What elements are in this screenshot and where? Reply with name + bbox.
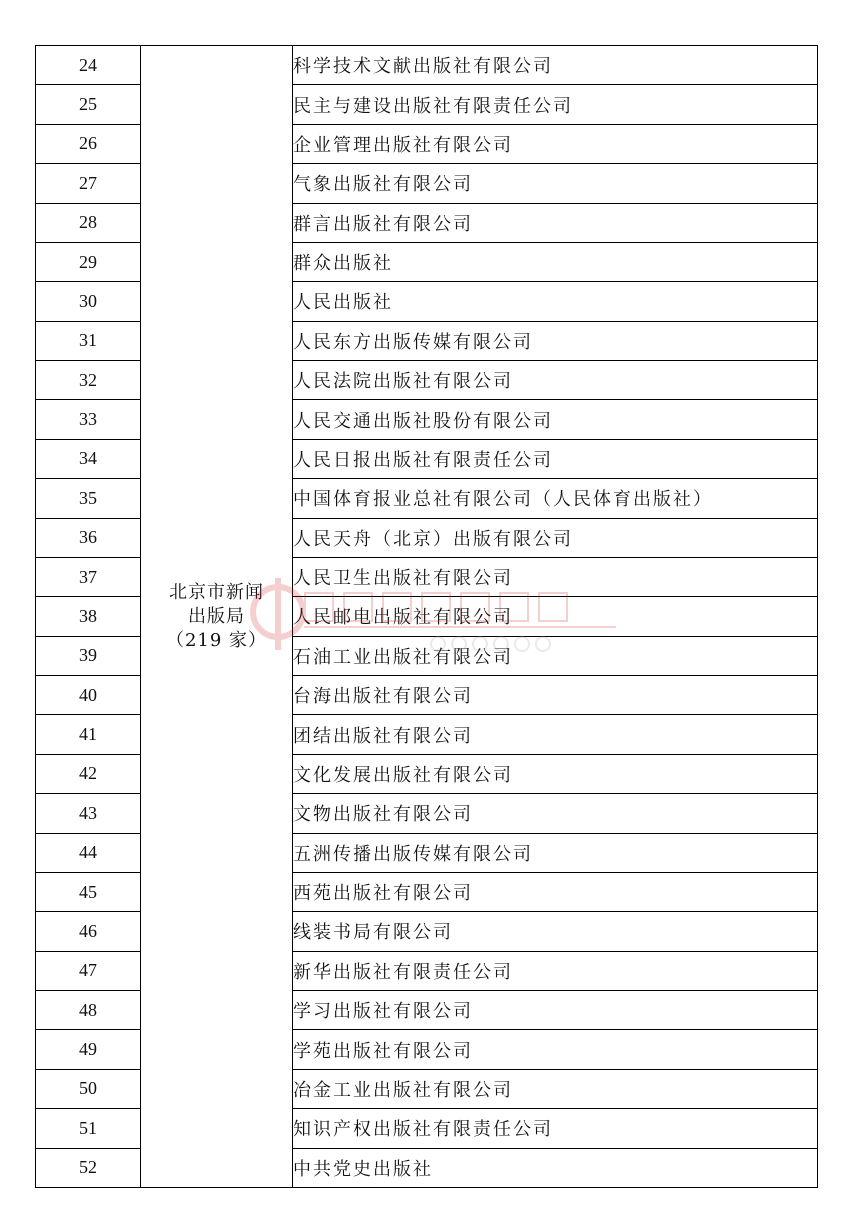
row-number: 46 [36,912,141,951]
publisher-name: 人民卫生出版社有限公司 [293,557,818,596]
publisher-name: 中国体育报业总社有限公司（人民体育出版社） [293,479,818,518]
row-number: 52 [36,1148,141,1188]
publisher-name: 人民法院出版社有限公司 [293,361,818,400]
publisher-name: 西苑出版社有限公司 [293,872,818,911]
row-number: 49 [36,1030,141,1069]
row-number: 27 [36,164,141,203]
publisher-name: 石油工业出版社有限公司 [293,636,818,675]
row-number: 29 [36,242,141,281]
organization-name-line1: 北京市新闻 [169,581,264,603]
publisher-name: 群言出版社有限公司 [293,203,818,242]
row-number: 48 [36,991,141,1030]
publisher-name: 文物出版社有限公司 [293,794,818,833]
publisher-name: 线装书局有限公司 [293,912,818,951]
row-number: 44 [36,833,141,872]
publisher-name: 台海出版社有限公司 [293,676,818,715]
publisher-name: 人民交通出版社股份有限公司 [293,400,818,439]
row-number: 33 [36,400,141,439]
table-row [36,46,818,85]
row-number: 24 [36,46,141,85]
publisher-table [35,45,818,1188]
publisher-name: 人民天舟（北京）出版有限公司 [293,518,818,557]
publisher-name: 群众出版社 [293,242,818,281]
row-number: 25 [36,85,141,124]
organization-name-line2: 出版局 [188,605,245,627]
row-number: 40 [36,676,141,715]
publisher-name: 中共党史出版社 [293,1148,818,1188]
publisher-name: 人民邮电出版社有限公司 [293,597,818,636]
publisher-name: 人民东方出版传媒有限公司 [293,321,818,360]
publisher-name: 五洲传播出版传媒有限公司 [293,833,818,872]
row-number: 35 [36,479,141,518]
organization-cell [141,46,293,1188]
row-number: 42 [36,754,141,793]
publisher-table-body [36,46,818,1188]
publisher-name: 学苑出版社有限公司 [293,1030,818,1069]
row-number: 32 [36,361,141,400]
publisher-name: 新华出版社有限责任公司 [293,951,818,990]
row-number: 45 [36,872,141,911]
row-number: 30 [36,282,141,321]
publisher-name: 学习出版社有限公司 [293,991,818,1030]
publisher-name: 民主与建设出版社有限责任公司 [293,85,818,124]
row-number: 50 [36,1069,141,1108]
row-number: 41 [36,715,141,754]
publisher-name: 冶金工业出版社有限公司 [293,1069,818,1108]
row-number: 26 [36,124,141,163]
row-number: 36 [36,518,141,557]
row-number: 37 [36,557,141,596]
publisher-name: 科学技术文献出版社有限公司 [293,46,818,85]
publisher-name: 文化发展出版社有限公司 [293,754,818,793]
publisher-name: 团结出版社有限公司 [293,715,818,754]
row-number: 51 [36,1109,141,1148]
row-number: 28 [36,203,141,242]
organization-name-line3: （219 家） [165,629,268,651]
row-number: 47 [36,951,141,990]
row-number: 31 [36,321,141,360]
publisher-name: 知识产权出版社有限责任公司 [293,1109,818,1148]
publisher-name: 企业管理出版社有限公司 [293,124,818,163]
publisher-name: 人民出版社 [293,282,818,321]
row-number: 43 [36,794,141,833]
row-number: 39 [36,636,141,675]
publisher-name: 气象出版社有限公司 [293,164,818,203]
publisher-name: 人民日报出版社有限责任公司 [293,439,818,478]
row-number: 34 [36,439,141,478]
row-number: 38 [36,597,141,636]
